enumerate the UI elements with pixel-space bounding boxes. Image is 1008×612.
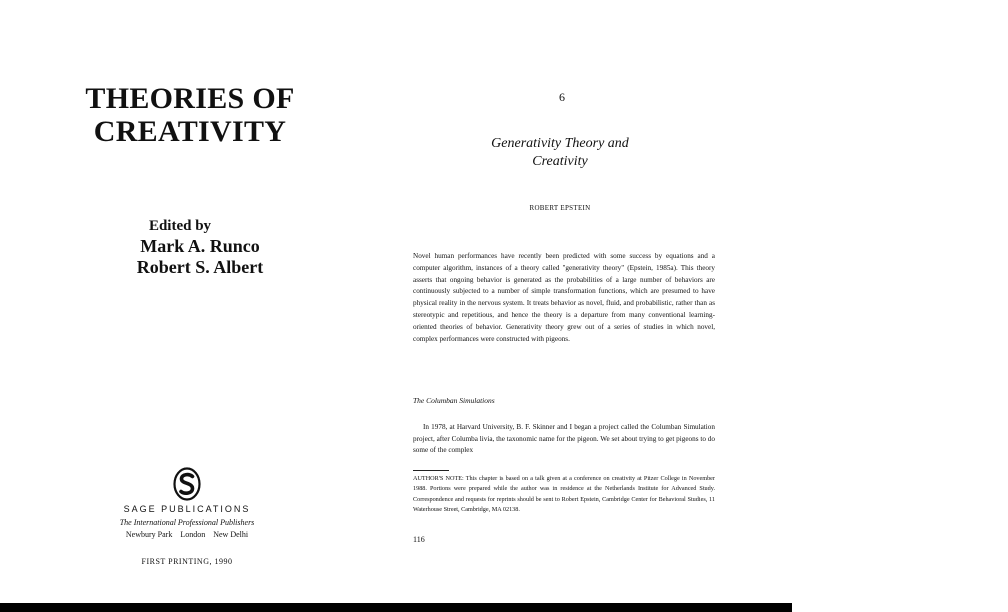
publisher-tagline: The International Professional Publishers bbox=[119, 518, 255, 527]
author-footnote: AUTHOR'S NOTE: This chapter is based on a talk given at a conference on creativity at Pitzer College in November 1988. Portions were prepared while the author was in residence at the Netherlands Institute for Advanced Study. Correspondence and requests for reprints should be sent to Robert Epstein, Cambridge Center for Behavioral Studies, 11 Waterhouse Street, Cambridge, MA 02138. bbox=[413, 475, 715, 513]
page-number: 116 bbox=[413, 535, 425, 544]
chapter-title bbox=[450, 135, 670, 171]
book-title-line-1: THEORIES OF bbox=[85, 82, 295, 115]
chapter-number: 6 bbox=[559, 90, 565, 104]
editor-name-2: Robert S. Albert bbox=[136, 257, 264, 277]
book-title bbox=[40, 82, 340, 148]
sage-s-logo-icon bbox=[173, 467, 201, 501]
body-paragraph: In 1978, at Harvard University, B. F. Skinner and I began a project called the Columban Simulation project, after Columba livia, the taxonomic name for the pigeon. We set about trying to get pigeons to do some of the complex bbox=[413, 423, 715, 454]
footnote-divider bbox=[413, 470, 449, 471]
book-title-line-2: CREATIVITY bbox=[93, 115, 287, 148]
chapter-title-line-2: Creativity bbox=[532, 154, 588, 169]
editor-name-1: Mark A. Runco bbox=[140, 236, 260, 256]
section-heading: The Columban Simulations bbox=[413, 396, 495, 405]
printing-note: FIRST PRINTING, 1990 bbox=[141, 557, 233, 566]
chapter-title-line-1: Generativity Theory and bbox=[491, 136, 629, 151]
scan-edge-bar bbox=[0, 603, 792, 612]
publisher-name: SAGE PUBLICATIONS bbox=[123, 504, 251, 514]
publisher-cities: Newbury Park London New Delhi bbox=[125, 530, 249, 539]
abstract-paragraph: Novel human performances have recently been predicted with some success by equations and a computer algorithm, instances of a theory called "generativity theory" (Epstein, 1985a). This theory asserts that ongoing behavior is generated as the probabilities of a large number of behaviors are continuously subjected to a number of simple transformation functions, which are presumed to have physical reality in the nervous system. It treats behavior as novel, fluid, and probabilistic, rather than as stereotypic and repetitious, and hence the theory is a departure from many conventional learning-oriented theories of behavior. Generativity theory grew out of a series of studies in which novel, complex performances were constructed with pigeons. bbox=[413, 252, 715, 343]
chapter-author: ROBERT EPSTEIN bbox=[529, 204, 591, 212]
edited-by-label: Edited by bbox=[148, 218, 212, 234]
